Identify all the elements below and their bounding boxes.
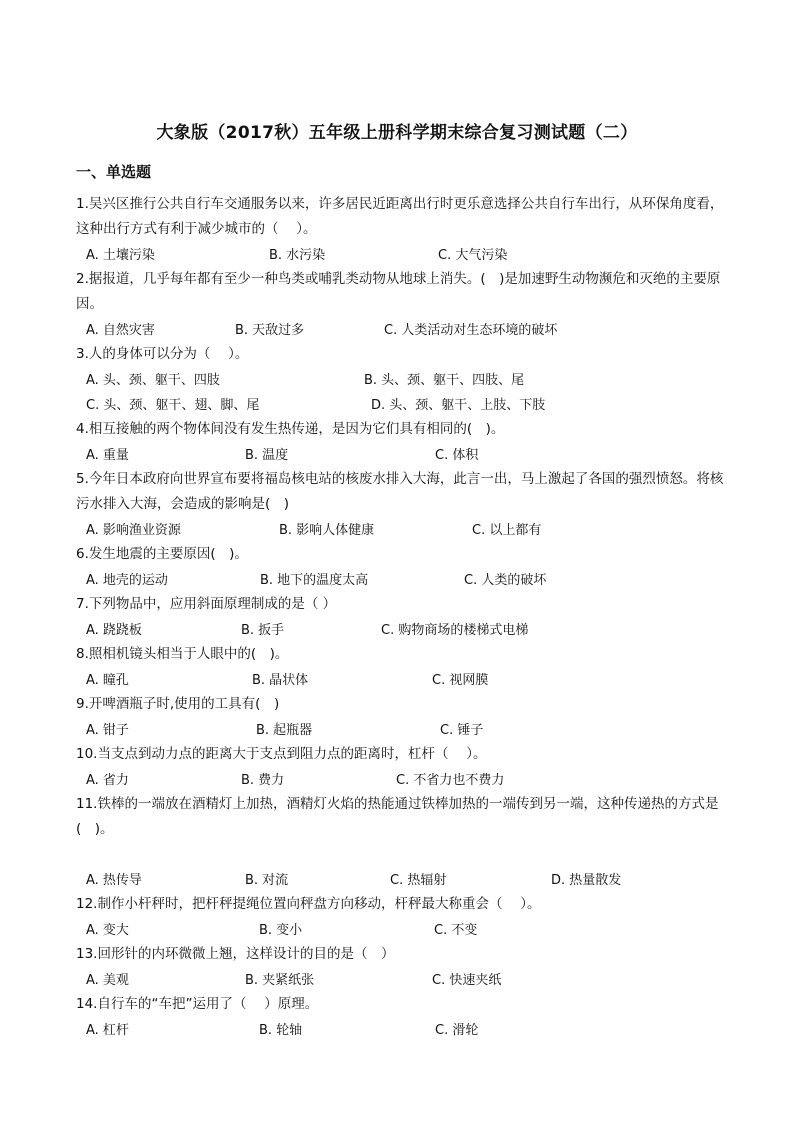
question-text: 7.下列物品中，应用斜面原理制成的是（ ） bbox=[76, 596, 337, 612]
option: B. 晶状体 bbox=[252, 673, 309, 688]
option: C. 滑轮 bbox=[435, 1023, 479, 1038]
options-row bbox=[86, 244, 754, 266]
option: B. 起瓶器 bbox=[256, 723, 313, 738]
option: B. 水污染 bbox=[269, 248, 326, 263]
option: A. 自然灾害 bbox=[86, 323, 155, 338]
option: D. 热量散发 bbox=[551, 873, 622, 888]
option: B. 变小 bbox=[259, 923, 303, 938]
option: A. 跷跷板 bbox=[86, 623, 142, 638]
options-row bbox=[86, 919, 754, 941]
option: C. 快速夹纸 bbox=[432, 973, 502, 988]
option: B. 扳手 bbox=[241, 623, 285, 638]
options-row bbox=[86, 719, 754, 741]
question-text: 9.开啤酒瓶子时,使用的工具有( ) bbox=[76, 696, 280, 712]
option: C. 热辐射 bbox=[390, 873, 447, 888]
option: A. 钳子 bbox=[86, 723, 129, 738]
options-row bbox=[86, 319, 754, 341]
option: B. 地下的温度太高 bbox=[260, 573, 369, 588]
option: A. 地壳的运动 bbox=[86, 573, 168, 588]
question-text: 6.发生地震的主要原因( )。 bbox=[76, 546, 248, 562]
option: C. 不变 bbox=[434, 923, 478, 938]
option: C. 锤子 bbox=[440, 723, 484, 738]
option: C. 头、颈、躯干、翅、脚、尾 bbox=[86, 398, 260, 413]
options-row bbox=[86, 669, 754, 691]
question-text: 13.回形针的内环微微上翘，这样设计的目的是（ ） bbox=[76, 946, 395, 962]
option: B. 对流 bbox=[245, 873, 289, 888]
option: B. 温度 bbox=[245, 448, 289, 463]
options-row bbox=[86, 969, 754, 991]
option: C. 以上都有 bbox=[472, 523, 542, 538]
option: B. 夹紧纸张 bbox=[245, 973, 315, 988]
option: A. 土壤污染 bbox=[86, 248, 155, 263]
option: A. 美观 bbox=[86, 973, 129, 988]
question-text: 8.照相机镜头相当于人眼中的( )。 bbox=[76, 646, 289, 662]
option: A. 瞳孔 bbox=[86, 673, 129, 688]
options-row bbox=[86, 769, 754, 791]
question-text: 2.据报道，几乎每年都有至少一种鸟类或哺乳类动物从地球上消失。( )是加速野生动物濒危和灭绝的主要原因。 bbox=[76, 271, 721, 312]
question-text: 5.今年日本政府向世界宣布要将福岛核电站的核废水排入大海，此言一出，马上激起了各国的强烈愤怒。将核污水排入大海，会造成的影响是( ) bbox=[76, 471, 724, 512]
option: C. 视网膜 bbox=[432, 673, 489, 688]
option: C. 不省力也不费力 bbox=[396, 773, 505, 788]
question-text: 10.当支点到动力点的距离大于支点到阻力点的距离时，杠杆（ ）。 bbox=[76, 746, 487, 762]
option: C. 购物商场的楼梯式电梯 bbox=[381, 623, 529, 638]
option: B. 轮轴 bbox=[259, 1023, 303, 1038]
option: D. 头、颈、躯干、上肢、下肢 bbox=[371, 398, 546, 413]
option: C. 体积 bbox=[435, 448, 479, 463]
options-row bbox=[86, 619, 754, 641]
option: A. 热传导 bbox=[86, 873, 142, 888]
option: A. 省力 bbox=[86, 773, 129, 788]
options-row bbox=[86, 444, 754, 466]
option: C. 大气污染 bbox=[438, 248, 508, 263]
option: A. 头、颈、躯干、四肢 bbox=[86, 373, 220, 388]
question-text: 1.吴兴区推行公共自行车交通服务以来，许多居民近距离出行时更乐意选择公共自行车出行，从环保角度看，这种出行方式有利于减少城市的（ ）。 bbox=[76, 196, 724, 237]
option: B. 费力 bbox=[241, 773, 285, 788]
options-row bbox=[86, 394, 754, 416]
options-row bbox=[86, 869, 754, 891]
question-text: 11.铁棒的一端放在酒精灯上加热，酒精灯火焰的热能通过铁棒加热的一端传到另一端，这种传递热的方式是( )。 bbox=[76, 796, 719, 837]
option: B. 天敌过多 bbox=[235, 323, 305, 338]
option: C. 人类的破坏 bbox=[464, 573, 547, 588]
option: A. 重量 bbox=[86, 448, 129, 463]
options-row bbox=[86, 369, 754, 391]
question-text: 3.人的身体可以分为（ ）。 bbox=[76, 346, 249, 362]
option: B. 影响人体健康 bbox=[279, 523, 375, 538]
option: A. 影响渔业资源 bbox=[86, 523, 181, 538]
question-text: 12.制作小杆秤时，把杆秤提绳位置向秤盘方向移动，杆秤最大称重会（ ）。 bbox=[76, 896, 541, 912]
question-text: 4.相互接触的两个物体间没有发生热传递，是因为它们具有相同的( )。 bbox=[76, 421, 505, 437]
option: C. 人类活动对生态环境的破坏 bbox=[384, 323, 558, 338]
options-row bbox=[86, 519, 754, 541]
option: A. 杠杆 bbox=[86, 1023, 129, 1038]
section-heading: 一、单选题 bbox=[76, 163, 152, 181]
option: B. 头、颈、躯干、四肢、尾 bbox=[364, 373, 525, 388]
question-text: 14.自行车的“车把”运用了（ ）原理。 bbox=[76, 996, 319, 1012]
document-title: 大象版（2017秋）五年级上册科学期末综合复习测试题（二） bbox=[156, 123, 638, 143]
options-row bbox=[86, 1019, 754, 1041]
options-row bbox=[86, 569, 754, 591]
option: A. 变大 bbox=[86, 923, 129, 938]
